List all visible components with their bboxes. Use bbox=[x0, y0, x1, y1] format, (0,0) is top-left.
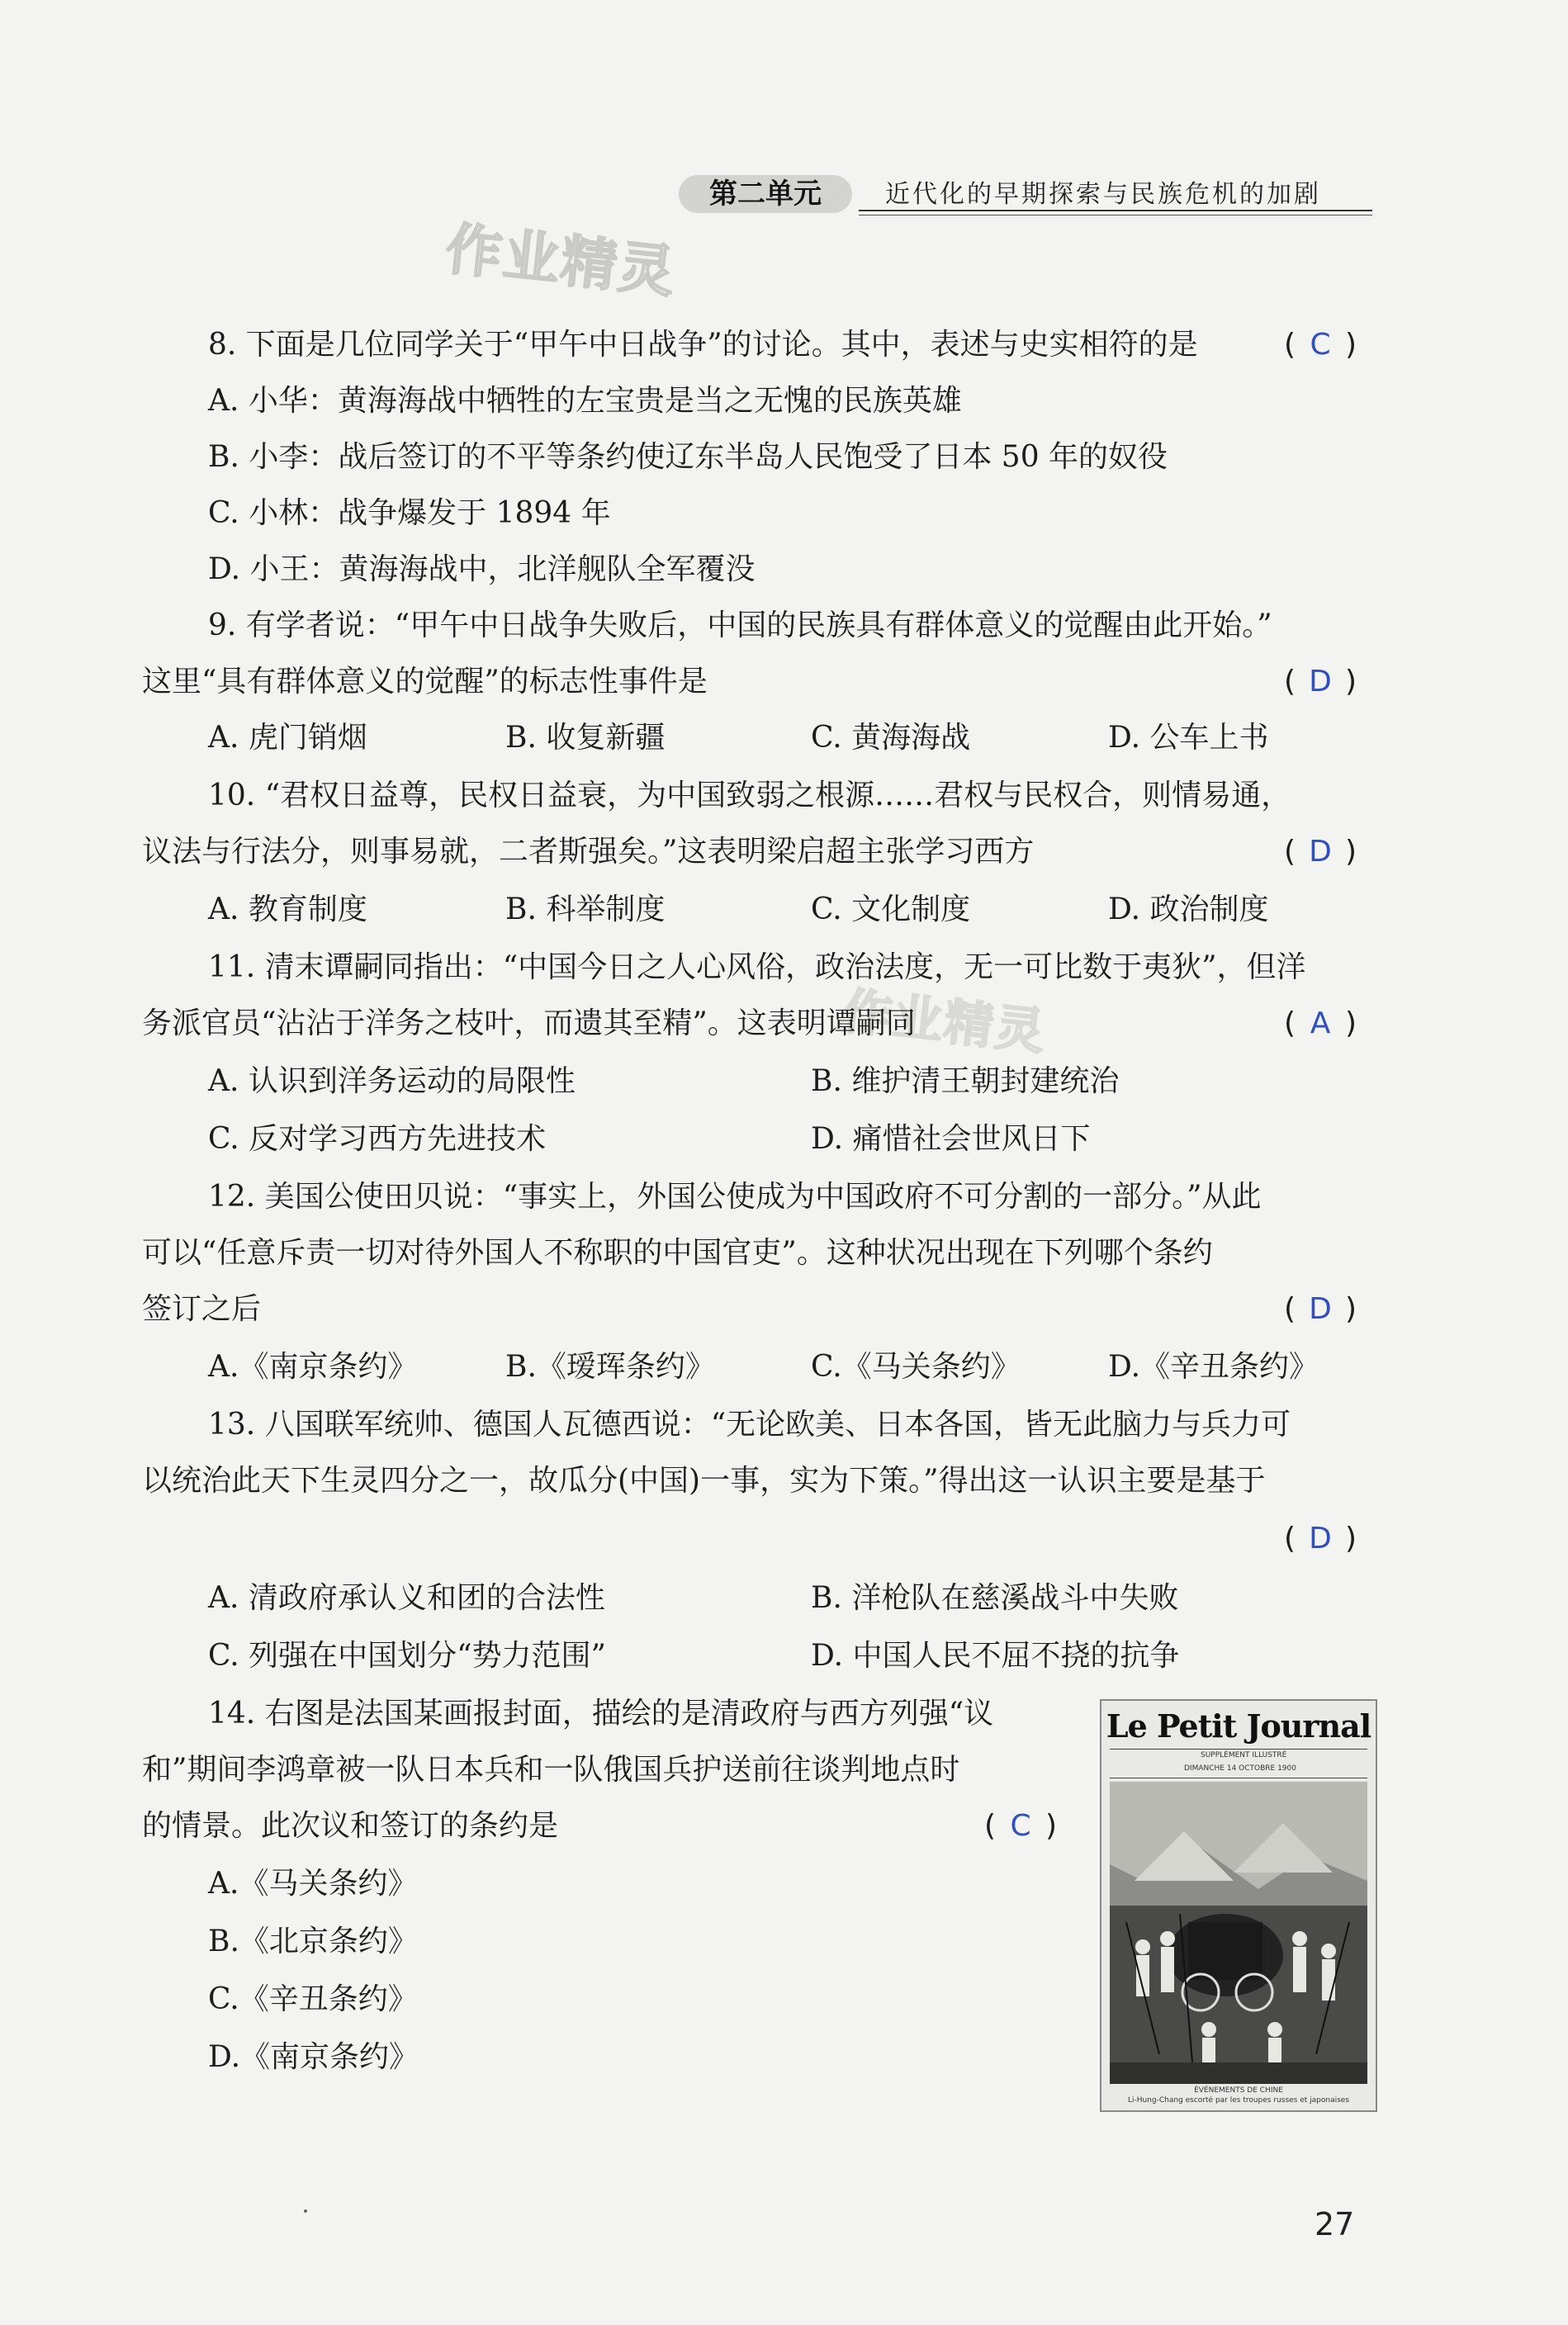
question-stem: 可以“任意斥责一切对待外国人不称职的中国官吏”。这种状况出现在下列哪个条约 bbox=[142, 1236, 1213, 1270]
answer-letter: D bbox=[1309, 665, 1332, 698]
answer-letter: D bbox=[1309, 1292, 1332, 1326]
question-stem: 这里“具有群体意义的觉醒”的标志性事件是 bbox=[142, 665, 708, 698]
answer-bracket: ( D ) bbox=[1284, 1519, 1357, 1559]
answer-letter: C bbox=[1310, 328, 1331, 362]
option-d: D. 痛惜社会世风日下 bbox=[811, 1122, 1091, 1156]
option-d: D. 政治制度 bbox=[1108, 893, 1269, 926]
answer-bracket: ( C ) bbox=[984, 1806, 1057, 1846]
answer-bracket: ( A ) bbox=[1284, 1004, 1357, 1044]
option-a: A. 虎门销烟 bbox=[208, 721, 367, 755]
question-stem: 务派官员“沾沾于洋务之枝叶，而遗其至精”。这表明谭嗣同 bbox=[142, 1006, 916, 1040]
question-stem: 的情景。此次议和签订的条约是 bbox=[142, 1809, 559, 1843]
option-c: C. 小林：战争爆发于 1894 年 bbox=[208, 496, 611, 530]
option-b: B. 小李：战后签订的不平等条约使辽东半岛人民饱受了日本 50 年的奴役 bbox=[208, 440, 1168, 474]
answer-letter: D bbox=[1309, 835, 1332, 869]
option-b: B.《瑷珲条约》 bbox=[505, 1350, 715, 1384]
question-stem: 14. 右图是法国某画报封面，描绘的是清政府与西方列强“议 bbox=[208, 1697, 994, 1731]
caption-title: ÉVÉNEMENTS DE CHINE bbox=[1194, 2086, 1283, 2095]
option-a: A.《马关条约》 bbox=[208, 1867, 418, 1901]
option-d: D.《辛丑条约》 bbox=[1108, 1350, 1319, 1384]
answer-letter: A bbox=[1310, 1006, 1331, 1040]
option-a: A.《南京条约》 bbox=[208, 1350, 418, 1384]
watermark: 作业精灵 bbox=[839, 983, 1049, 1062]
question-stem: 11. 清末谭嗣同指出：“中国今日之人心风俗，政治法度，无一可比数于夷狄”，但洋 bbox=[208, 950, 1306, 984]
option-c: C. 文化制度 bbox=[811, 893, 971, 926]
question-stem: 12. 美国公使田贝说：“事实上，外国公使成为中国政府不可分割的一部分。”从此 bbox=[208, 1180, 1262, 1214]
question-stem: 和”期间李鸿章被一队日本兵和一队俄国兵护送前往谈判地点时 bbox=[142, 1753, 960, 1787]
issue-date: DIMANCHE 14 OCTOBRE 1900 bbox=[1184, 1764, 1296, 1773]
newspaper-masthead: Le Petit Journal bbox=[1106, 1707, 1371, 1745]
option-d: D.《南京条约》 bbox=[208, 2040, 419, 2074]
option-b: B. 维护清王朝封建统治 bbox=[811, 1064, 1120, 1098]
option-c: C.《马关条约》 bbox=[811, 1350, 1021, 1384]
answer-bracket: ( D ) bbox=[1284, 832, 1357, 872]
masthead-info bbox=[1110, 1749, 1367, 1778]
answer-bracket: ( C ) bbox=[1284, 325, 1357, 365]
question-stem: 签订之后 bbox=[142, 1292, 262, 1326]
answer-bracket: ( D ) bbox=[1284, 1290, 1357, 1329]
header-rule bbox=[859, 210, 1372, 211]
answer-letter: D bbox=[1309, 1522, 1332, 1556]
option-b: B. 科举制度 bbox=[505, 893, 666, 926]
print-mark bbox=[304, 2209, 307, 2213]
option-c: C. 黄海海战 bbox=[811, 721, 971, 755]
answer-letter: C bbox=[1010, 1809, 1031, 1843]
caption-text: Li-Hung-Chang escorté par les troupes russes et japonaises bbox=[1127, 2096, 1350, 2105]
option-b: B. 收复新疆 bbox=[505, 721, 666, 755]
figure-caption bbox=[1101, 2086, 1376, 2105]
unit-badge: 第二单元 bbox=[679, 175, 852, 213]
option-c: C. 反对学习西方先进技术 bbox=[208, 1122, 547, 1156]
illustration-escort-scene bbox=[1110, 1782, 1367, 2084]
option-a: A. 认识到洋务运动的局限性 bbox=[208, 1064, 576, 1098]
option-d: D. 中国人民不屈不挠的抗争 bbox=[811, 1639, 1180, 1673]
answer-bracket: ( D ) bbox=[1284, 662, 1357, 702]
question-stem: 8. 下面是几位同学关于“甲午中日战争”的讨论。其中，表述与史实相符的是 bbox=[208, 328, 1198, 362]
option-c: C.《辛丑条约》 bbox=[208, 1982, 418, 2016]
page-number: 27 bbox=[1315, 2206, 1355, 2242]
question-stem: 议法与行法分，则事易就，二者斯强矣。”这表明梁启超主张学习西方 bbox=[142, 835, 1035, 869]
option-d: D. 小王：黄海海战中，北洋舰队全军覆没 bbox=[208, 552, 756, 586]
option-a: A. 清政府承认义和团的合法性 bbox=[208, 1581, 605, 1615]
option-b: B. 洋枪队在慈溪战斗中失败 bbox=[811, 1581, 1179, 1615]
option-c: C. 列强在中国划分“势力范围” bbox=[208, 1639, 606, 1673]
question-stem: 10. “君权日益尊，民权日益衰，为中国致弱之根源……君权与民权合，则情易通， bbox=[208, 779, 1291, 812]
question-stem: 以统治此天下生灵四分之一，故瓜分(中国)一事，实为下策。”得出这一认识主要是基于 bbox=[142, 1464, 1266, 1498]
option-d: D. 公车上书 bbox=[1108, 721, 1269, 755]
question-stem: 9. 有学者说：“甲午中日战争失败后，中国的民族具有群体意义的觉醒由此开始。” bbox=[208, 608, 1272, 642]
supplement-label: SUPPLÉMENT ILLUSTRÉ bbox=[1201, 1751, 1287, 1759]
newspaper-cover-image bbox=[1100, 1699, 1377, 2112]
unit-header bbox=[679, 170, 1372, 216]
question-stem: 13. 八国联军统帅、德国人瓦德西说：“无论欧美、日本各国，皆无此脑力与兵力可 bbox=[208, 1408, 1291, 1442]
option-a: A. 小华：黄海海战中牺牲的左宝贵是当之无愧的民族英雄 bbox=[208, 384, 962, 418]
unit-subtitle: 近代化的早期探索与民族危机的加剧 bbox=[885, 180, 1321, 209]
option-a: A. 教育制度 bbox=[208, 893, 367, 926]
option-b: B.《北京条约》 bbox=[208, 1925, 418, 1958]
watermark: 作业精灵 bbox=[443, 216, 680, 306]
